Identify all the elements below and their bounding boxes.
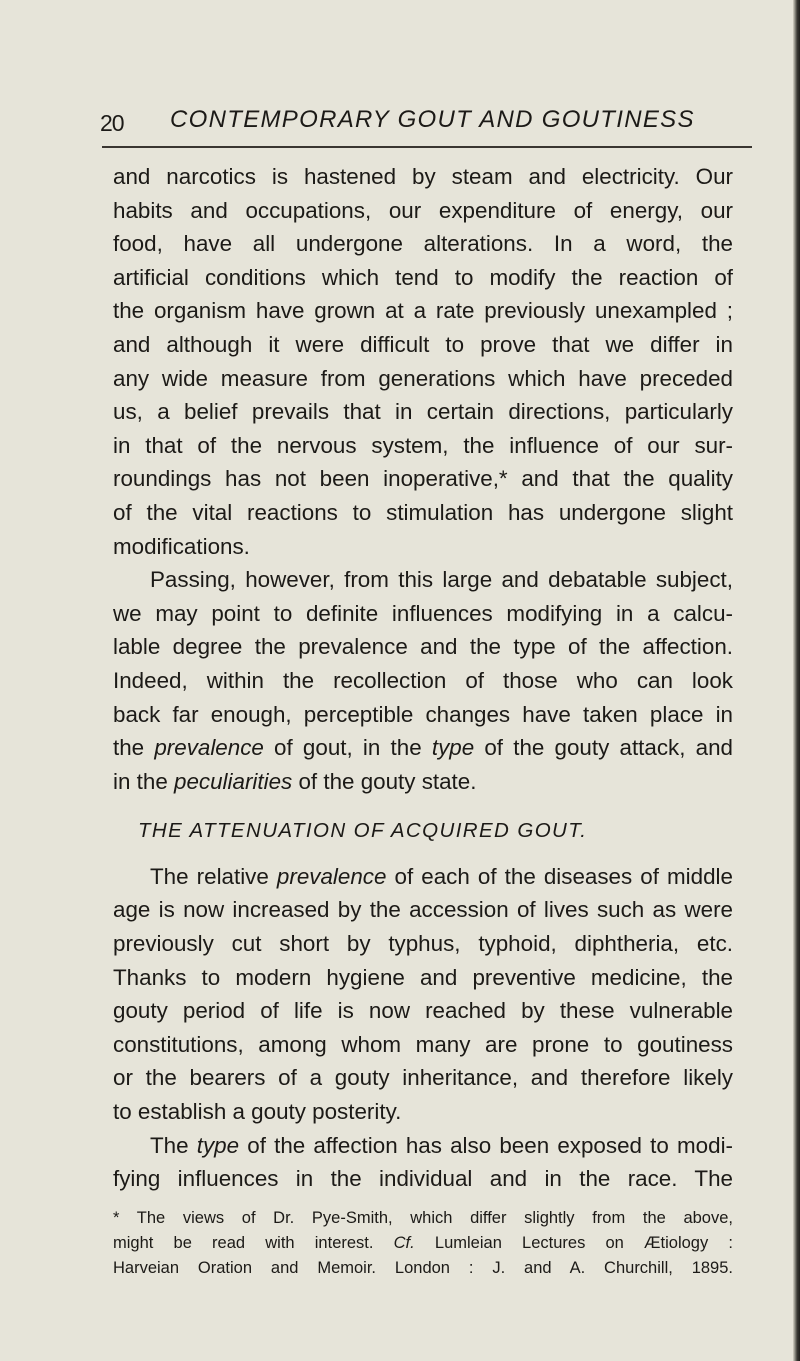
- text-line: we may point to definite influences modifying in a calcu-: [113, 600, 733, 626]
- text-line: or the bearers of a gouty inheritance, and therefore likely: [113, 1065, 733, 1091]
- text-line: gouty period of life is now reached by these vulnerable: [113, 998, 733, 1024]
- text-line: food, have all undergone alterations. In a word, the: [113, 231, 733, 257]
- text-fragment: in the: [113, 768, 174, 794]
- text-line: artificial conditions which tend to modify the reaction of: [113, 264, 733, 290]
- italic-term: peculiarities: [174, 768, 293, 794]
- text-line: Indeed, within the recollection of those who can look: [113, 667, 733, 693]
- paragraph-1: [113, 160, 733, 563]
- text-line: [113, 860, 733, 894]
- text-fragment: of gout, in the: [263, 735, 432, 761]
- text-line: constitutions, among whom many are prone to goutiness: [113, 1031, 733, 1057]
- footnote-line: [113, 1231, 733, 1256]
- footnote-line: * The views of Dr. Pye-Smith, which differ slightly from the above,: [113, 1208, 733, 1227]
- text-line: habits and occupations, our expenditure of energy, our: [113, 197, 733, 223]
- text-line: us, a belief prevails that in certain directions, particularly: [113, 399, 733, 425]
- text-fragment: of the gouty state.: [292, 768, 477, 794]
- text-fragment: the: [113, 735, 155, 761]
- text-fragment: The: [150, 1132, 197, 1158]
- text-fragment: Lumleian Lectures on Ætiology :: [414, 1233, 733, 1252]
- text-line: and narcotics is hastened by steam and electricity. Our: [113, 164, 733, 189]
- text-line: modifications.: [113, 533, 250, 559]
- text-line: roundings has not been inoperative,* and that the quality: [113, 466, 733, 492]
- footnote: [113, 1206, 733, 1281]
- body-text: [113, 160, 733, 1281]
- text-line: to establish a gouty posterity.: [113, 1099, 402, 1125]
- text-line: [113, 731, 733, 765]
- text-line: back far enough, perceptible changes have taken place in: [113, 701, 733, 727]
- text-line: in that of the nervous system, the influence of our sur-: [113, 432, 733, 458]
- page-number: 20: [100, 110, 124, 136]
- paragraph-2: [113, 563, 733, 798]
- running-title: CONTEMPORARY GOUT AND GOUTINESS: [170, 106, 695, 133]
- italic-term: type: [196, 1132, 240, 1158]
- text-line: previously cut short by typhus, typhoid, diphtheria, etc.: [113, 931, 733, 957]
- italic-term: prevalence: [276, 863, 387, 889]
- paragraph-3: [113, 860, 733, 1129]
- text-line: and although it were difficult to prove that we differ in: [113, 331, 733, 357]
- text-line: lable degree the prevalence and the type of the affection.: [113, 634, 733, 660]
- text-line: Thanks to modern hygiene and preventive medicine, the: [113, 964, 733, 990]
- text-line: [113, 1129, 733, 1163]
- text-line: fying influences in the individual and in the race. The: [113, 1166, 733, 1192]
- text-line: the organism have grown at a rate previously unexampled ;: [113, 298, 733, 324]
- text-fragment: The relative: [150, 863, 277, 889]
- section-heading: THE ATTENUATION OF ACQUIRED GOUT.: [138, 819, 588, 843]
- text-line: [113, 765, 733, 799]
- text-fragment: might be read with interest.: [113, 1233, 394, 1252]
- text-fragment: of each of the diseases of middle: [386, 863, 733, 889]
- text-fragment: of the affection has also been exposed to modi-: [239, 1132, 733, 1158]
- text-fragment: of the gouty attack, and: [474, 735, 733, 761]
- text-line: of the vital reactions to stimulation has undergone slight: [113, 499, 733, 525]
- italic-term: type: [431, 735, 475, 761]
- paragraph-4: [113, 1129, 733, 1196]
- italic-term: prevalence: [154, 735, 264, 761]
- footnote-line: Harveian Oration and Memoir. London : J. and A. Churchill, 1895.: [113, 1258, 733, 1277]
- text-line: Passing, however, from this large and debatable subject,: [150, 567, 733, 593]
- page-edge: [793, 0, 800, 1361]
- text-line: any wide measure from generations which have preceded: [113, 365, 733, 391]
- text-line: age is now increased by the accession of lives such as were: [113, 897, 733, 923]
- header-rule: [102, 146, 752, 148]
- italic-term: Cf.: [393, 1233, 415, 1252]
